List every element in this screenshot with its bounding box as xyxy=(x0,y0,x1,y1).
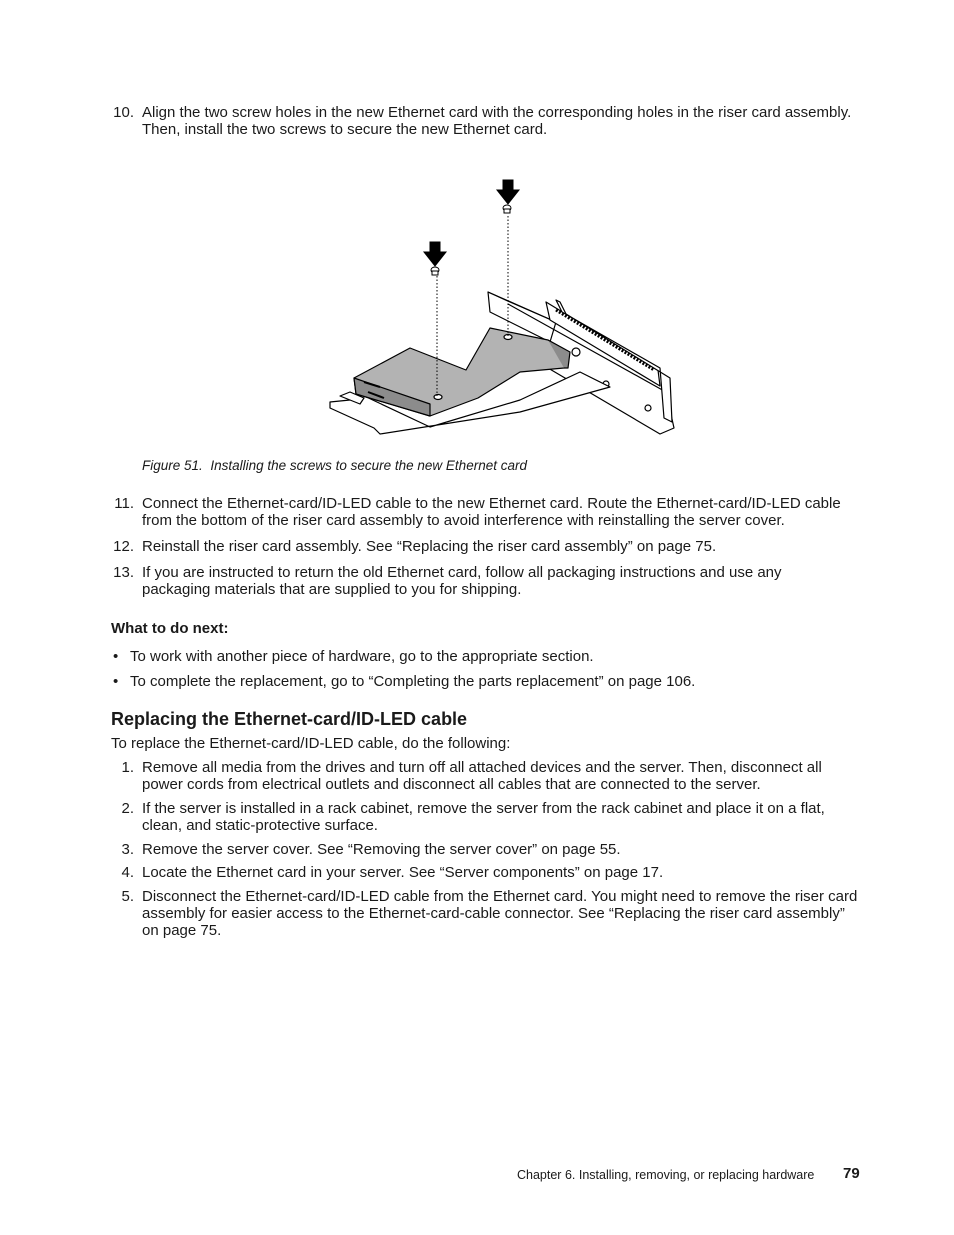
figure-label: Figure 51. xyxy=(142,458,203,473)
step-number: 11. xyxy=(114,495,134,512)
step-number: 4. xyxy=(121,864,134,881)
page-number: 79 xyxy=(843,1165,860,1182)
step-text: Locate the Ethernet card in your server. See “Server components” on page 17. xyxy=(142,864,664,881)
step-text: If you are instructed to return the old Ethernet card, follow all packaging instructions and use any packaging materials that are supplied to you for shipping. xyxy=(142,564,782,598)
step-text: Connect the Ethernet-card/ID-LED cable to the new Ethernet card. Route the Ethernet-card/ID-LED cable from the bottom of the riser card assembly to avoid interference with reinstalling the server cover. xyxy=(142,495,841,529)
footer-chapter: Chapter 6. Installing, removing, or replacing hardware xyxy=(517,1168,815,1182)
bullet-icon: • xyxy=(113,648,119,665)
figure-caption-text: Installing the screws to secure the new Ethernet card xyxy=(210,458,527,473)
step-text: Align the two screw holes in the new Ethernet card with the corresponding holes in the riser card assembly. Then, install the two screws to secure the new Ethernet card. xyxy=(142,104,852,138)
step-number: 5. xyxy=(121,888,134,905)
figure-caption xyxy=(142,457,527,474)
step-text: Remove the server cover. See “Removing the server cover” on page 55. xyxy=(142,841,621,858)
step-text: If the server is installed in a rack cabinet, remove the server from the rack cabinet and place it on a flat, clean, and static-protective surface. xyxy=(142,800,825,834)
section-intro: To replace the Ethernet-card/ID-LED cable, do the following: xyxy=(111,735,511,752)
bullet-text: To work with another piece of hardware, go to the appropriate section. xyxy=(130,648,594,665)
step-number: 10. xyxy=(113,104,134,121)
step-text: Disconnect the Ethernet-card/ID-LED cable from the Ethernet card. You might need to remove the riser card assembly for easier access to the Ethernet-card-cable connector. See “Replacing the riser card assembly” on page 75. xyxy=(142,888,858,939)
step-text: Remove all media from the drives and turn off all attached devices and the server. Then, disconnect all power cords from electrical outlets and disconnect all cables that are connected to the server. xyxy=(142,759,822,793)
step-text: Reinstall the riser card assembly. See “Replacing the riser card assembly” on page 75. xyxy=(142,538,717,555)
bullet-text: To complete the replacement, go to “Completing the parts replacement” on page 106. xyxy=(130,673,696,690)
step-number: 1. xyxy=(121,759,134,776)
ethernet-card-illustration xyxy=(320,172,680,440)
step-number: 2. xyxy=(121,800,134,817)
step-number: 12. xyxy=(113,538,134,555)
step-number: 3. xyxy=(121,841,134,858)
step-number: 13. xyxy=(113,564,134,581)
bullet-icon: • xyxy=(113,673,119,690)
section-title: Replacing the Ethernet-card/ID-LED cable xyxy=(111,709,468,729)
what-to-do-next-heading: What to do next: xyxy=(111,620,229,637)
